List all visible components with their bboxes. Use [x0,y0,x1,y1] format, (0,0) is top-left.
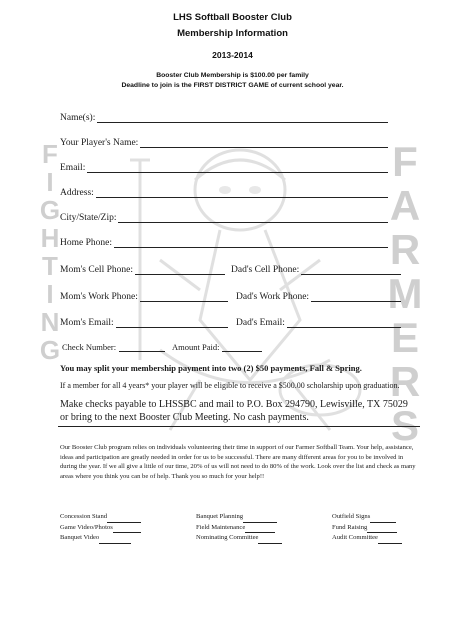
scholarship-note: If a member for all 4 years* your player will be eligible to receive a $500.00 scholarship upon graduation. [60,381,400,390]
email-field[interactable] [60,162,388,173]
moms-email-field[interactable] [60,317,228,328]
volunteer-check-line[interactable] [378,536,402,544]
watermark-letter: S [390,402,419,449]
volunteer-check-line[interactable] [113,525,141,533]
watermark-letter: R [389,358,421,405]
check-number-line[interactable] [119,342,165,352]
watermark-letter: G [39,195,61,225]
volunteer-item-label: Outfield Signs [332,513,371,520]
names-field[interactable] [60,112,388,123]
dads-work-line[interactable] [311,291,401,302]
volunteer-check-line[interactable] [367,525,397,533]
volunteer-item[interactable] [60,533,141,544]
address-line[interactable] [96,187,388,198]
city-state-zip-line[interactable] [118,212,388,223]
volunteer-check-line[interactable] [243,515,277,523]
watermark-letter: I [46,279,54,309]
volunteer-item-label: Concession Stand [60,513,108,520]
volunteer-item-label: Banquet Planning [196,513,244,520]
volunteer-check-line[interactable] [370,515,396,523]
player-name-line[interactable] [140,137,388,148]
player-name-label: Your Player's Name: [60,138,139,148]
volunteer-column-1 [60,512,141,544]
moms-work-label: Mom's Work Phone: [60,292,138,302]
volunteer-item[interactable] [196,512,282,523]
check-instructions: Make checks payable to LHSSBC and mail to P.O. Box 294790, Lewisville, TX 75029 or bring to the next Booster Club Meeting. No cash payments. [60,399,408,423]
watermark-letter: E [390,314,419,361]
names-line[interactable] [97,112,388,123]
form-title: Membership Information [177,28,288,39]
moms-email-label: Mom's Email: [60,318,114,328]
membership-fee: Booster Club Membership is $100.00 per family [156,72,309,79]
names-label: Name(s): [60,113,96,123]
player-name-field[interactable] [60,137,388,148]
join-deadline: Deadline to join is the FIRST DISTRICT GAME of current school year. [121,82,344,89]
city-state-zip-label: City/State/Zip: [60,213,117,223]
moms-cell-label: Mom's Cell Phone: [60,265,133,275]
club-name: LHS Softball Booster Club [173,12,292,23]
dads-work-label: Dad's Work Phone: [236,292,310,302]
section-divider [58,426,420,427]
volunteer-item[interactable] [332,523,402,534]
split-payment-note: You may split your membership payment into two (2) $50 payments, Fall & Spring. [60,363,362,373]
volunteer-item-label: Game Video/Photos [60,523,113,531]
amount-paid-line[interactable] [222,342,262,352]
moms-cell-field[interactable] [60,264,225,275]
dads-email-line[interactable] [287,317,401,328]
watermark-letter: F [42,139,58,169]
volunteer-item-label: Audit Committee [332,534,378,541]
volunteer-item-label: Nominating Committee [196,534,259,541]
volunteer-check-line[interactable] [245,525,275,533]
watermark-letter: M [387,270,423,317]
watermark-letter: G [39,335,61,365]
watermark-letter: H [40,223,60,253]
dads-email-field[interactable] [236,317,401,328]
volunteer-item[interactable] [332,512,402,523]
email-label: Email: [60,163,86,173]
volunteer-item-label: Field Maintenance [196,523,246,531]
watermark-letter: F [392,138,418,185]
address-field[interactable] [60,187,388,198]
volunteer-item-label: Banquet Video [60,534,100,541]
amount-paid-field[interactable] [172,342,262,352]
watermark-letter: N [40,307,60,337]
watermark-letter: A [389,182,421,229]
moms-work-line[interactable] [140,291,228,302]
volunteer-column-3 [332,512,402,544]
dads-work-field[interactable] [236,291,401,302]
volunteer-check-line[interactable] [258,536,282,544]
volunteer-item[interactable] [196,523,282,534]
address-label: Address: [60,188,94,198]
email-line[interactable] [87,162,388,173]
watermark-letter: I [46,167,54,197]
fighting-watermark-letters [30,140,70,364]
dads-email-label: Dad's Email: [236,318,285,328]
check-number-label: Check Number: [62,342,117,352]
dads-cell-line[interactable] [301,264,401,275]
volunteer-item[interactable] [60,523,141,534]
amount-paid-label: Amount Paid: [172,342,220,352]
moms-email-line[interactable] [116,317,228,328]
dads-cell-field[interactable] [231,264,401,275]
volunteer-item[interactable] [332,533,402,544]
dads-cell-label: Dad's Cell Phone: [231,265,300,275]
moms-work-field[interactable] [60,291,228,302]
city-state-zip-field[interactable] [60,212,388,223]
volunteer-item[interactable] [196,533,282,544]
volunteer-check-line[interactable] [107,515,141,523]
moms-cell-line[interactable] [135,264,225,275]
volunteer-paragraph: Our Booster Club program relies on individuals volunteering their time in support of our Farmer Softball Team. Your help, assistance, ideas and participation are greatly needed in order for us to be successful. There are many different areas for you to be involved in during the year. If we all give a little of our time, 20% of us will not need to do 80% of the work. Look over the list and check as many areas where you think you can be of help. Thank you so much for your help!! [60,444,416,480]
home-phone-label: Home Phone: [60,238,112,248]
volunteer-item[interactable] [60,512,141,523]
check-number-field[interactable] [62,342,165,352]
watermark-letter: R [389,226,421,273]
home-phone-line[interactable] [114,237,388,248]
watermark-letter: T [42,251,58,281]
volunteer-column-2 [196,512,282,544]
volunteer-check-line[interactable] [99,536,131,544]
volunteer-item-label: Fund Raising [332,523,368,531]
home-phone-field[interactable] [60,237,388,248]
school-year: 2013-2014 [212,50,253,60]
